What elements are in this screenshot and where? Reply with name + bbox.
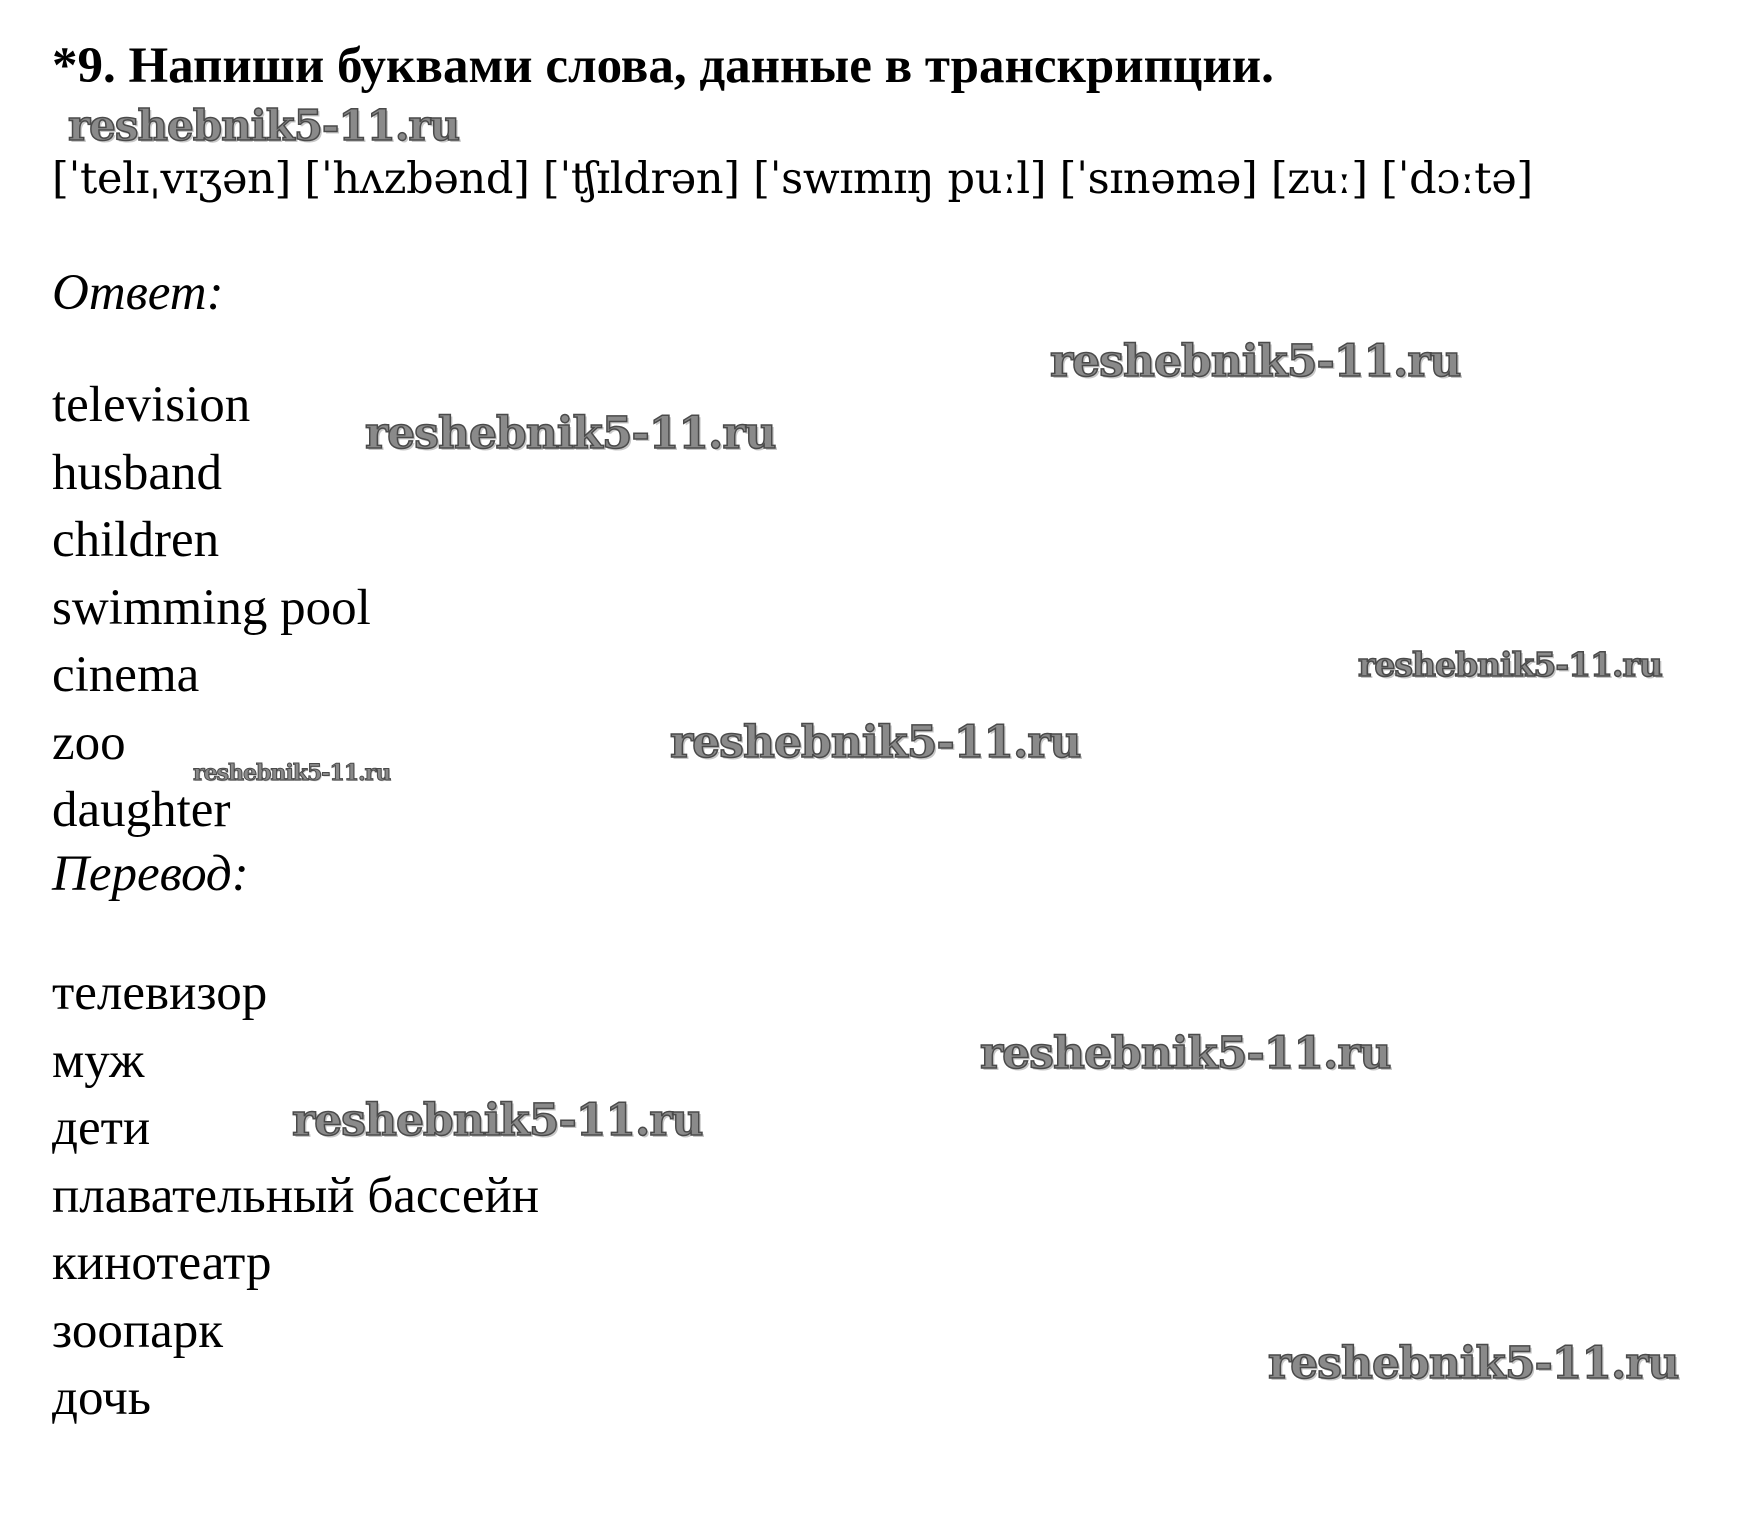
answer-item: daughter — [52, 782, 231, 838]
translation-item: плавательный бассейн — [52, 1167, 540, 1224]
watermark: reshebnik5-11.ru — [1268, 1338, 1679, 1389]
translation-item: муж — [52, 1032, 145, 1089]
translation-item: дети — [52, 1100, 151, 1156]
translation-item: зоопарк — [52, 1302, 224, 1359]
answer-label: Ответ: — [52, 265, 224, 321]
translation-item: телевизор — [52, 965, 268, 1021]
watermark: reshebnik5-11.ru — [980, 1028, 1391, 1079]
translation-list — [52, 960, 539, 1433]
translation-item: кинотеатр — [52, 1235, 272, 1291]
watermark: reshebnik5-11.ru — [1050, 336, 1461, 387]
watermark: reshebnik5-11.ru — [68, 101, 460, 150]
watermark: reshebnik5-11.ru — [1358, 645, 1662, 684]
task-title: *9. Напиши буквами слова, данные в транскрипции. — [52, 38, 1274, 94]
answer-item: children — [52, 512, 220, 568]
transcription-line: [ˈtelɪˌvɪʒən] [ˈhʌzbənd] [ˈʧɪldrən] [ˈswɪmɪŋ puːl] [ˈsɪnəmə] [zuː] [ˈdɔːtə] — [52, 154, 1533, 204]
answer-item: television — [52, 377, 251, 433]
translation-label: Перевод: — [52, 846, 249, 902]
answer-item: zoo — [52, 714, 126, 771]
answer-item: cinema — [52, 647, 200, 703]
watermark: reshebnik5-11.ru — [365, 408, 776, 459]
answer-item: swimming pool — [52, 579, 371, 636]
watermark: reshebnik5-11.ru — [193, 760, 391, 786]
translation-item: дочь — [52, 1370, 152, 1426]
answer-item: husband — [52, 444, 222, 501]
watermark: reshebnik5-11.ru — [292, 1095, 703, 1146]
watermark: reshebnik5-11.ru — [670, 717, 1081, 768]
